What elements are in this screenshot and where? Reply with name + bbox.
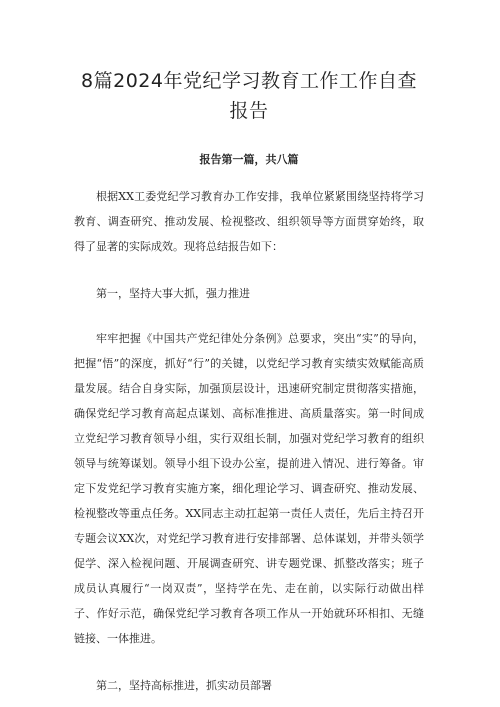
document-title: 8篇2024年党纪学习教育工作工作自查报告	[81, 70, 417, 122]
document-subtitle: 报告第一篇，共八篇	[199, 153, 299, 166]
section-1-paragraph: 牢牢把握《中国共产党纪律处分条例》总要求，突出“实”的导向，把握“悟”的深度，抓好“行”的关键，以党纪学习教育实绩实效赋能高质量发展。结合自身实际，加强顶层设计，迅速研究制定贯彻落实措施，确保党纪学习教育高起点谋划、高标准推进、高质量落实。第一时间成立党纪学习教育领导小组，实行双组长制，加强对党纪学习教育的组织领导与统筹谋划。领导小组下设办公室，提前进入情况、进行筹备。审定下发党纪学习教育实施方案，细化理论学习、调查研究、推动发展、检视整改等重点任务。XX同志主动扛起第一责任人责任，先后主持召开专题会议XX次，对党纪学习教育进行安排部署、总体谋划，并带头领学促学、深入检视问题、开展调查研究、讲专题党课、抓整改落实；班子成员认真履行“一岗双责”，坚持学在先、走在前，以实际行动做出样子、作好示范，确保党纪学习教育各项工作从一开始就环环相扣、无缝链接、一体推进。	[74, 332, 424, 645]
section-1-heading: 第一，坚持大事大抓，强力推进	[96, 287, 250, 300]
intro-paragraph: 根据XX工委党纪学习教育办工作安排，我单位紧紧围绕坚持将学习教育、调查研究、推动发展、检视整改、组织领导等方面贯穿始终，取得了显著的实际成效。现将总结报告如下：	[74, 190, 424, 253]
section-2-heading: 第二，坚持高标推进，抓实动员部署	[96, 679, 272, 692]
